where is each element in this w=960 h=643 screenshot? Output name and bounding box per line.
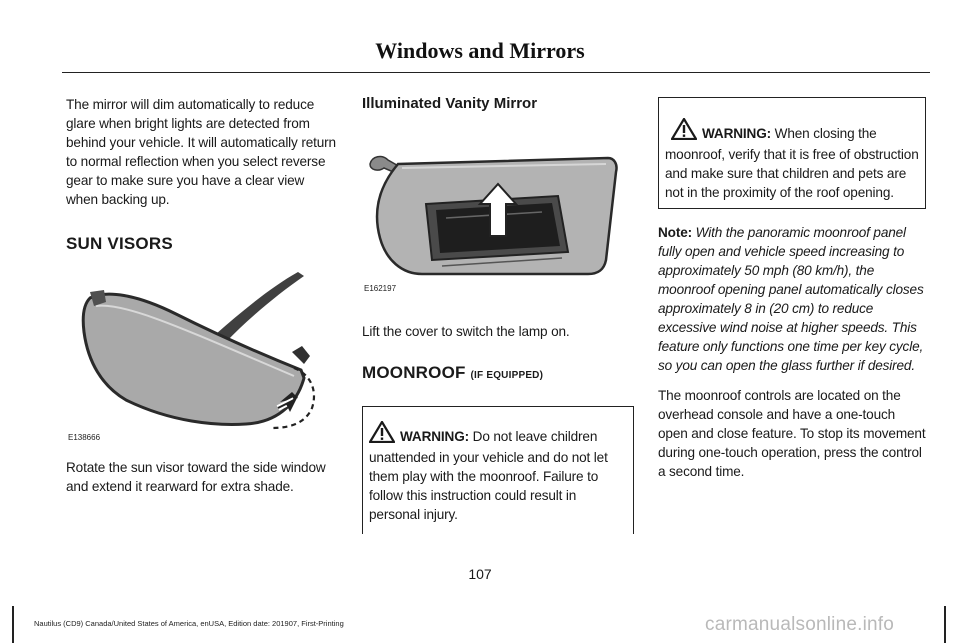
subheading-illuminated-vanity-mirror: Illuminated Vanity Mirror (362, 95, 538, 112)
note-text: With the panoramic moonroof panel fully open and vehicle speed increasing to approximately 50 mph (80 km/h), the moonroof opening panel automatically closes approximately 8 in (20 cm) to reduce excessive wind noise at higher speeds. This feature only functions one time per key cycle, so you can open the glass further if desired. (658, 225, 924, 373)
crop-mark-left (12, 606, 14, 643)
column-1 (66, 95, 338, 496)
vanity-mirror-figure (362, 134, 630, 304)
note-panoramic-moonroof (658, 223, 926, 375)
vanity-lamp-instruction: Lift the cover to switch the lamp on. (362, 324, 570, 339)
section-title-moonroof (362, 363, 634, 383)
warning-text: Do not leave children unattended in your vehicle and do not let them play with the moonroof. Failure to follow this instruction could result in personal injury. (369, 429, 608, 522)
column-3 (658, 95, 926, 481)
sun-visor-illustration (66, 272, 326, 447)
section-title-sun-visors: SUN VISORS (66, 234, 173, 253)
mirror-dimming-paragraph: The mirror will dim automatically to reduce glare when bright lights are detected from behind your vehicle. It will automatically return to normal reflection when you select reverse gear to make sure you have a clear view when backing up. (66, 97, 336, 207)
crop-mark-right (944, 606, 946, 643)
moonroof-qualifier: (IF EQUIPPED) (470, 370, 544, 381)
moonroof-title-text: MOONROOF (362, 363, 466, 382)
warning-triangle-icon (671, 118, 697, 145)
vanity-mirror-illustration (362, 134, 630, 284)
warning-label: WARNING: (400, 429, 470, 444)
page-number: 107 (468, 566, 492, 582)
warning-triangle-icon (369, 421, 395, 448)
moonroof-closing-warning (658, 97, 926, 209)
column-2 (362, 95, 634, 534)
page-header-title: Windows and Mirrors (375, 38, 585, 63)
warning-label: WARNING: (702, 126, 772, 141)
note-label: Note: (658, 225, 692, 240)
sun-visor-instruction: Rotate the sun visor toward the side window and extend it rearward for extra shade. (66, 460, 326, 494)
header-rule (62, 72, 930, 73)
moonroof-children-warning (362, 406, 634, 534)
sun-visor-figure (66, 272, 326, 447)
figure-code-e138666: E138666 (68, 433, 101, 442)
watermark-text: carmanualsonline.info (705, 614, 895, 635)
warning-text: When closing the moonroof, verify that it is free of obstruction and make sure that children and pets are not in the proximity of the roof opening. (665, 126, 919, 200)
footer-edition-info: Nautilus (CD9) Canada/United States of America, enUSA, Edition date: 201907, First-Printing (34, 619, 344, 628)
moonroof-controls-paragraph: The moonroof controls are located on the overhead console and have a one-touch open and close feature. To stop its movement during one-touch operation, press the control a second time. (658, 388, 926, 479)
figure-code-e162197: E162197 (364, 284, 397, 293)
